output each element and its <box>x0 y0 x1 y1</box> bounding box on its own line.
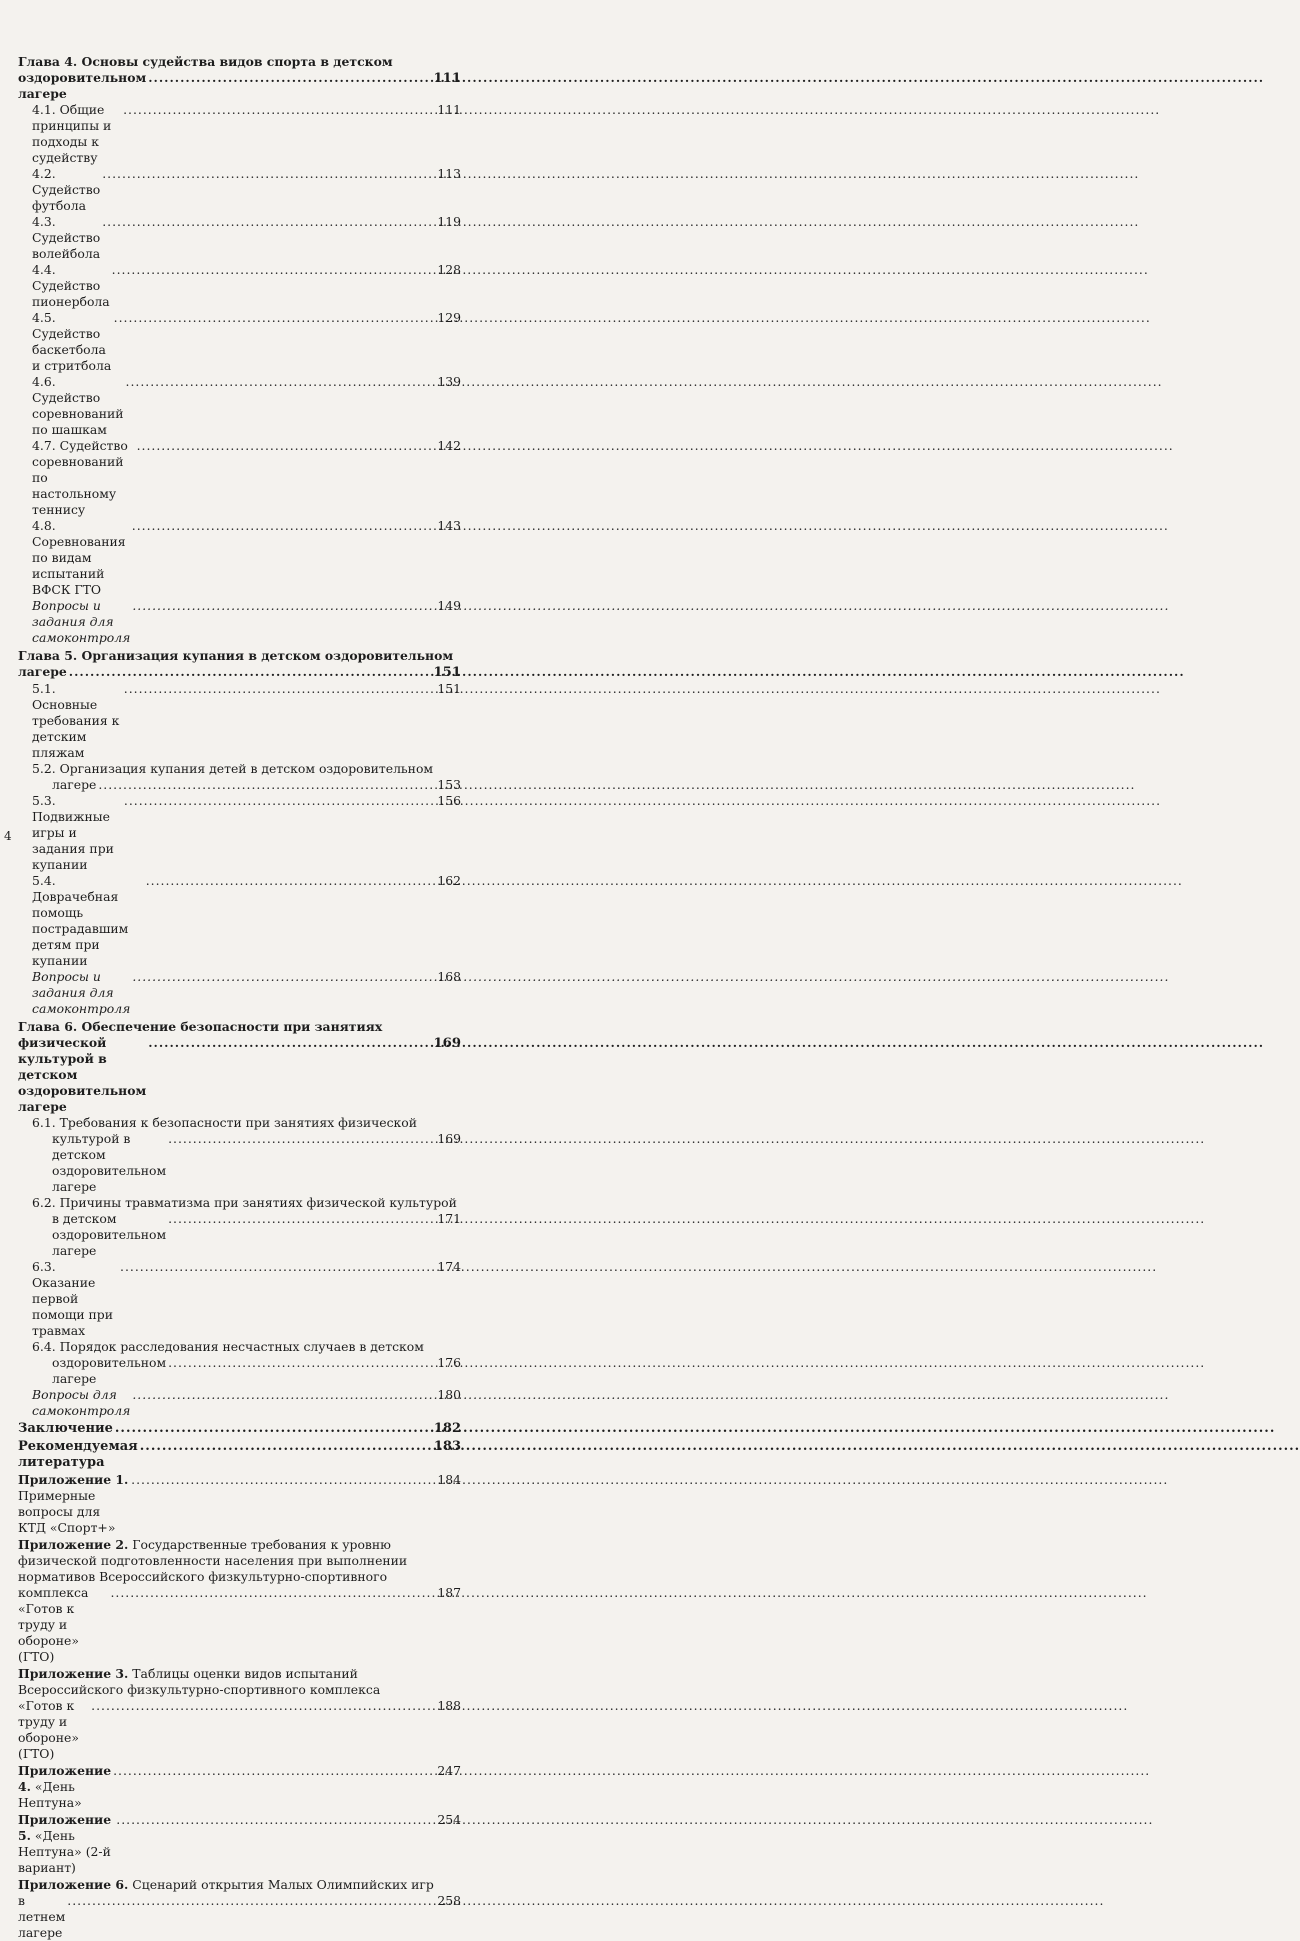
toc-item-4-6: 4.6. Судейство соревнований по шашкам ..... 139 <box>18 374 461 438</box>
chapter-6-heading: Глава 6. Обеспечение безопасности при занятиях физической культурой в детском оздоровительном лагере ..... 169 <box>18 1019 461 1115</box>
toc-item-4-7: 4.7. Судейство соревнований по настольному теннису ..... 142 <box>18 438 461 518</box>
chapter-6-page: 169 <box>433 1036 461 1051</box>
toc-item-4-1: 4.1. Общие принципы и подходы к судейству ..... 111 <box>18 102 461 166</box>
toc-conclusion: Заключение ..... 182 <box>18 1421 461 1437</box>
toc-appendix-3: Приложение 3. Таблицы оценки видов испытаний Всероссийского физкультурно-спортивного комплекса «Готов к труду и обороне» (ГТО) ..... 188 <box>18 1666 461 1762</box>
toc-item-5-3: 5.3. Подвижные игры и задания при купании ..... 156 <box>18 793 461 873</box>
toc-literature: Рекомендуемая литература ..... 183 <box>18 1439 461 1471</box>
toc-item-4-3: 4.3. Судейство волейбола ..... 119 <box>18 214 461 262</box>
toc-appendix-1: Приложение 1. Примерные вопросы для КТД «Спорт+» ..... 184 <box>18 1472 461 1536</box>
toc-item-6-2: 6.2. Причины травматизма при занятиях физической культурой в детском оздоровительном лагере ..... 171 <box>18 1195 461 1259</box>
toc-item-5-2: 5.2. Организация купания детей в детском оздоровительном лагере ..... 153 <box>18 761 461 793</box>
chapter-5-heading: Глава 5. Организация купания в детском оздоровительном лагере ..... 151 <box>18 648 461 681</box>
toc-item-6-3: 6.3. Оказание первой помощи при травмах ..... 174 <box>18 1259 461 1339</box>
toc-questions-6: Вопросы для самоконтроля ..... 180 <box>18 1387 461 1419</box>
chapter-4-page: 111 <box>433 71 461 86</box>
toc-questions-5: Вопросы и задания для самоконтроля ..... 168 <box>18 969 461 1017</box>
toc-item-6-1: 6.1. Требования к безопасности при занятиях физической культурой в детском оздоровительном лагере ..... 169 <box>18 1115 461 1195</box>
toc-item-4-8: 4.8. Соревнования по видам испытаний ВФСК ГТО ..... 143 <box>18 518 461 598</box>
toc-appendix-4: Приложение 4. «День Нептуна» ..... 247 <box>18 1763 461 1811</box>
page-number: 4 <box>4 829 12 843</box>
toc-item-4-5: 4.5. Судейство баскетбола и стритбола ..... 129 <box>18 310 461 374</box>
toc-item-4-2: 4.2. Судейство футбола ..... 113 <box>18 166 461 214</box>
toc-item-4-4: 4.4. Судейство пионербола ..... 128 <box>18 262 461 310</box>
toc-appendix-5: Приложение 5. «День Нептуна» (2-й вариант) ..... 254 <box>18 1812 461 1876</box>
toc-appendix-6: Приложение 6. Сценарий открытия Малых Олимпийских игр в летнем лагере ..... 258 <box>18 1877 461 1941</box>
chapter-4-title-cont: оздоровительном лагере <box>18 70 147 101</box>
chapter-5-page: 151 <box>433 665 461 680</box>
toc-item-6-4: 6.4. Порядок расследования несчастных случаев в детском оздоровительном лагере ..... 176 <box>18 1339 461 1387</box>
table-of-contents <box>18 54 461 1941</box>
toc-page <box>0 0 517 1940</box>
toc-appendix-2: Приложение 2. Государственные требования к уровню физической подготовленности населения при выполнении нормативов Всероссийского физкультурно-спортивного комплекса «Готов к труду и обороне» (ГТО) ..... 187 <box>18 1537 461 1665</box>
toc-item-5-4: 5.4. Доврачебная помощь пострадавшим детям при купании ..... 162 <box>18 873 461 969</box>
toc-questions-4: Вопросы и задания для самоконтроля ..... 149 <box>18 598 461 646</box>
chapter-4-heading: Глава 4. Основы судейства видов спорта в детском оздоровительном лагере ..... 111 <box>18 54 461 102</box>
toc-item-5-1: 5.1. Основные требования к детским пляжам ..... 151 <box>18 681 461 761</box>
